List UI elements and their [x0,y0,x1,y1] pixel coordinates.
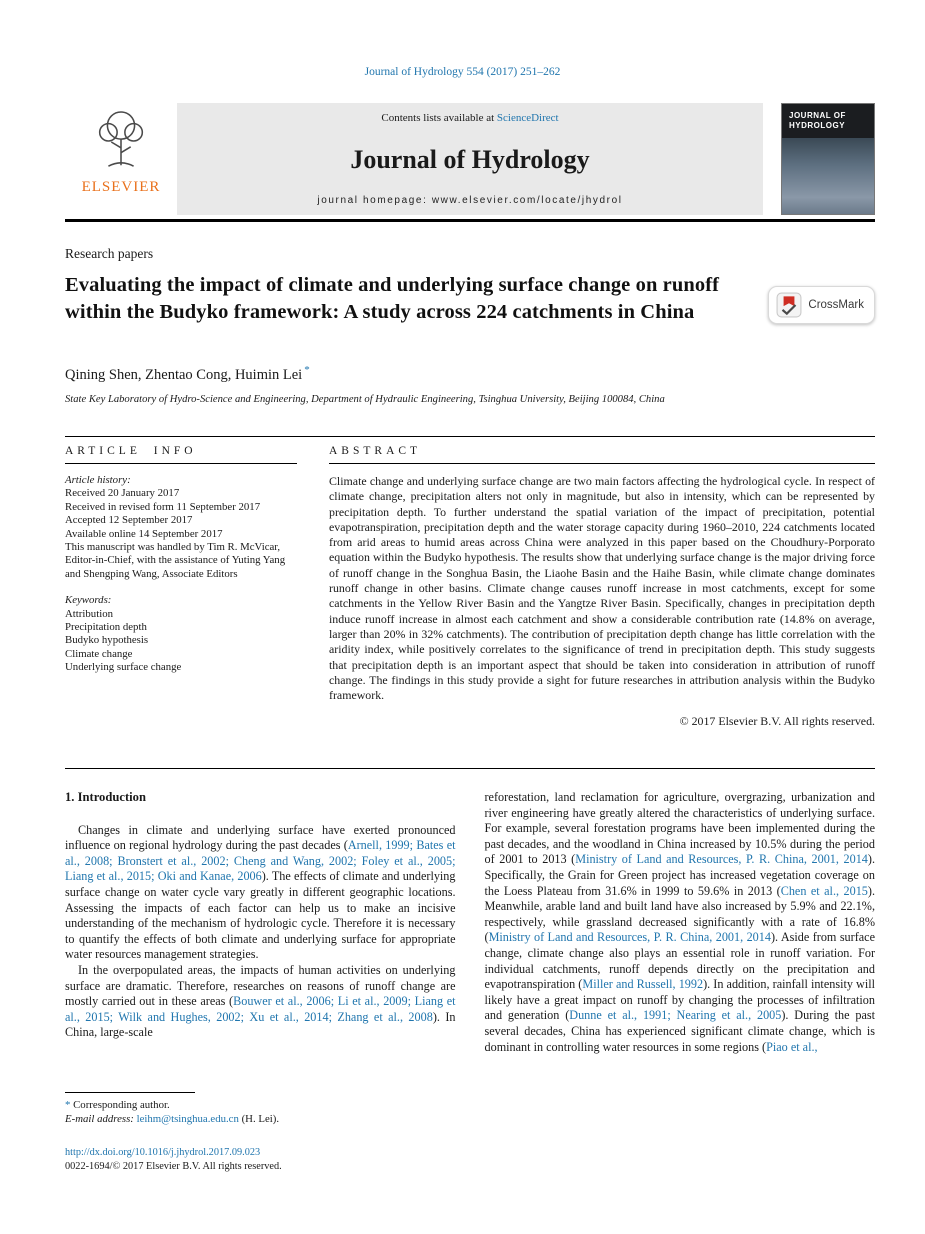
article-info-body [65,464,297,675]
sciencedirect-link[interactable]: ScienceDirect [496,112,559,124]
keywords-label: Keywords: [65,594,112,607]
article-info-column [65,437,297,730]
journal-citation-link[interactable]: Journal of Hydrology 554 (2017) 251–262 [364,66,561,78]
journal-banner [177,103,763,215]
abstract-bottom-divider [65,768,875,769]
article-type-label: Research papers [65,246,154,261]
crossmark-icon [776,292,802,318]
contents-line [381,112,558,124]
email-line [65,1113,457,1127]
journal-header [65,103,875,215]
footnote [65,1092,457,1126]
email-link[interactable]: leihm@tsinghua.edu.cn [136,1112,239,1125]
body-column-right [485,790,876,1055]
citation-link[interactable]: Ministry of Land and Resources, P. R. China, 2001, 2014 [575,852,868,867]
abstract-heading: ABSTRACT [329,437,875,464]
header-divider [65,219,875,222]
journal-cover-thumbnail[interactable] [781,103,875,215]
abstract-column [329,437,875,730]
citation-link[interactable]: Arnell, 1999; Bates et al., 2008; Bronstert et al., 2002; Cheng and Wang, 2002; Foley et al., 2005; Liang et al., 2015; Oki and Kanae, 2006 [65,838,456,884]
history-item: Received 20 January 2017 [65,487,180,500]
abstract-body [329,464,875,730]
doi-link[interactable]: http://dx.doi.org/10.1016/j.jhydrol.2017.09.023 [65,1147,261,1158]
citation-link[interactable]: Dunne et al., 1991; Nearing et al., 2005 [569,1008,782,1023]
title-row [65,272,875,325]
crossmark-label: CrossMark [808,299,864,311]
corresponding-author-note [65,1099,457,1113]
author-names: Qining Shen, Zhentao Cong, Huimin Lei [65,366,303,383]
keyword-item: Underlying surface change [65,661,182,674]
keyword-item: Precipitation depth [65,621,147,634]
body-paragraph: Changes in climate and underlying surface have exerted pronounced influence on regional hydrology during the past decades (Arnell, 1999; Bates et al., 2008; Bronstert et al., 2002; Cheng and Wang, 2002; Foley et al., 2005; Liang et al., 2015; Oki and Kanae, 2006). The effects of climate and underlying surface change on water cycle vary greatly in different geographic locations. Assessing the impacts of each factor can help us to make an incisive understanding of the mechanism of hydrologic cycle. Therefore it is necessary to quantify the effects of both climate and underlying surface for appropriate water resources management strategies. [65,822,456,962]
section-heading-introduction: 1. Introduction [65,790,146,804]
abstract-text: Climate change and underlying surface change are two main factors affecting the hydrological cycle. In respect of climate change, precipitation alters not only in magnitude, but also in intensity, which can be represented by precipitation depth. To further understand the spatial variation of the impact of precipitation, potential evapotranspiration, precipitation depth and the water storage capacity during 1960–2010, 224 catchments located from arid areas to humid areas across China were analyzed in this paper based on the Choudhury-Porporato equation within the Budyko hypothesis. The results show that underlying surface change is the major driving force of runoff change in the Songhua Basin, the Liaohe Basin and the Haihe Basin, while climate change dominates runoff change in other basins. Climate change causes runoff increase in most catchments, except for some catchments in the Yellow River Basin and the Yangtze River Basin. Specifically, changes in precipitation depth induce runoff increase in almost each catchment and show a considerable contribution rate (14.8% on average, larger than 20% in 32% catchments). The contribution of precipitation depth change has little correlation with the aridity index, while positively correlates to the significance of trend in precipitation depth. This study suggests that precipitation depth is an important aspect that should be taken into consideration in attribution of runoff change. The findings in this study provide a sight for future researches in attribution analysis within the Budyko framework. [329,474,875,703]
elsevier-wordmark: ELSEVIER [81,179,161,195]
history-item: Available online 14 September 2017 [65,527,223,540]
citation-link[interactable]: Miller and Russell, 1992 [582,977,704,992]
article-title: Evaluating the impact of climate and underlying surface change on runoff within the Budyko framework: A study across 224 catchments in China [65,274,720,323]
body-paragraph: reforestation, land reclamation for agriculture, overgrazing, urbanization and river engineering have greatly altered the characteristics of underlying surface. For example, several forestation programs have been implemented during the past decades, and the woodland in China increased by 10.5% during the period of 2001 to 2013 (Ministry of Land and Resources, P. R. China, 2001, 2014). Specifically, the Grain for Green project has increased vegetation coverage on the Loess Plateau from 31.6% in 1999 to 59.6% in 2013 (Chen et al., 2015). Meanwhile, arable land and built land have also increased by 5.9% and 22.1%, respectively, while grassland decreased significantly with a rate of 16.8% (Ministry of Land and Resources, P. R. China, 2001, 2014). Aside from surface change, climate change also plays an essential role in runoff variation. For individual catchments, runoff depends directly on the precipitation and evapotranspiration (Miller and Russell, 1992). In addition, rainfall intensity will likely have a great impact on runoff by changing the processes of infiltration and generation (Dunne et al., 1991; Nearing et al., 2005). During the past several decades, China has experienced significant climate change, which is dominant in controlling water resources in some regions (Piao et al., [484,790,876,1054]
copyright-line: © 2017 Elsevier B.V. All rights reserved. [679,714,875,729]
contents-prefix: Contents lists available at [381,112,497,124]
citation-link[interactable]: Bouwer et al., 2006; Li et al., 2009; Liang et al., 2015; Wilk and Hughes, 2002; Xu et al., 2014; Zhang et al., 2008 [65,994,456,1024]
crossmark-badge[interactable] [768,286,875,324]
citation-link[interactable]: Chen et al., 2015 [780,883,868,898]
doi-block [65,1146,282,1174]
email-label: E-mail address: [65,1112,137,1125]
body-paragraph: In the overpopulated areas, the impacts of human activities on underlying surface are dramatic. Therefore, researches on reasons of runoff change are mostly carried out in these areas (Bouwer et al., 2006; Li et al., 2009; Liang et al., 2015; Wilk and Hughes, 2002; Xu et al., 2014; Zhang et al., 2008). In China, large-scale [65,962,456,1040]
keyword-item: Climate change [65,647,133,660]
footnote-text: Corresponding author. [70,1099,170,1111]
keyword-item: Budyko hypothesis [65,634,149,647]
history-item: Accepted 12 September 2017 [65,514,193,527]
footnote-divider [65,1092,195,1093]
article-info-heading: ARTICLE INFO [65,437,297,464]
journal-title: Journal of Hydrology [350,144,590,174]
corresponding-author-mark[interactable]: * [304,364,310,376]
cover-title: JOURNAL OF HYDROLOGY [789,111,846,130]
keyword-item: Attribution [65,607,113,620]
footnote-mark[interactable]: * [65,1099,71,1111]
journal-homepage-link[interactable]: journal homepage: www.elsevier.com/locate/jhydrol [317,195,623,206]
body-column-left [65,790,456,1055]
citation-link[interactable]: Ministry of Land and Resources, P. R. China, 2001, 2014 [488,930,771,945]
authors-line [65,364,310,384]
history-item: This manuscript was handled by Tim R. McVicar, Editor-in-Chief, with the assistance of Yuting Yang and Shengping Wang, Associate Editors [65,541,286,580]
history-item: Received in revised form 11 September 2017 [65,500,261,513]
article-body [65,790,875,1055]
article-info-abstract-section [65,436,875,730]
elsevier-tree-icon [90,107,152,177]
elsevier-logo[interactable] [65,103,177,215]
affiliation: State Key Laboratory of Hydro-Science and Engineering, Department of Hydraulic Engineering, Tsinghua University, Beijing 100084, China [65,394,665,405]
history-label: Article history: [65,474,131,486]
citation-link[interactable]: Piao et al., [766,1039,818,1054]
issn-copyright-line: 0022-1694/© 2017 Elsevier B.V. All rights reserved. [65,1161,282,1172]
email-suffix: (H. Lei). [238,1112,280,1125]
